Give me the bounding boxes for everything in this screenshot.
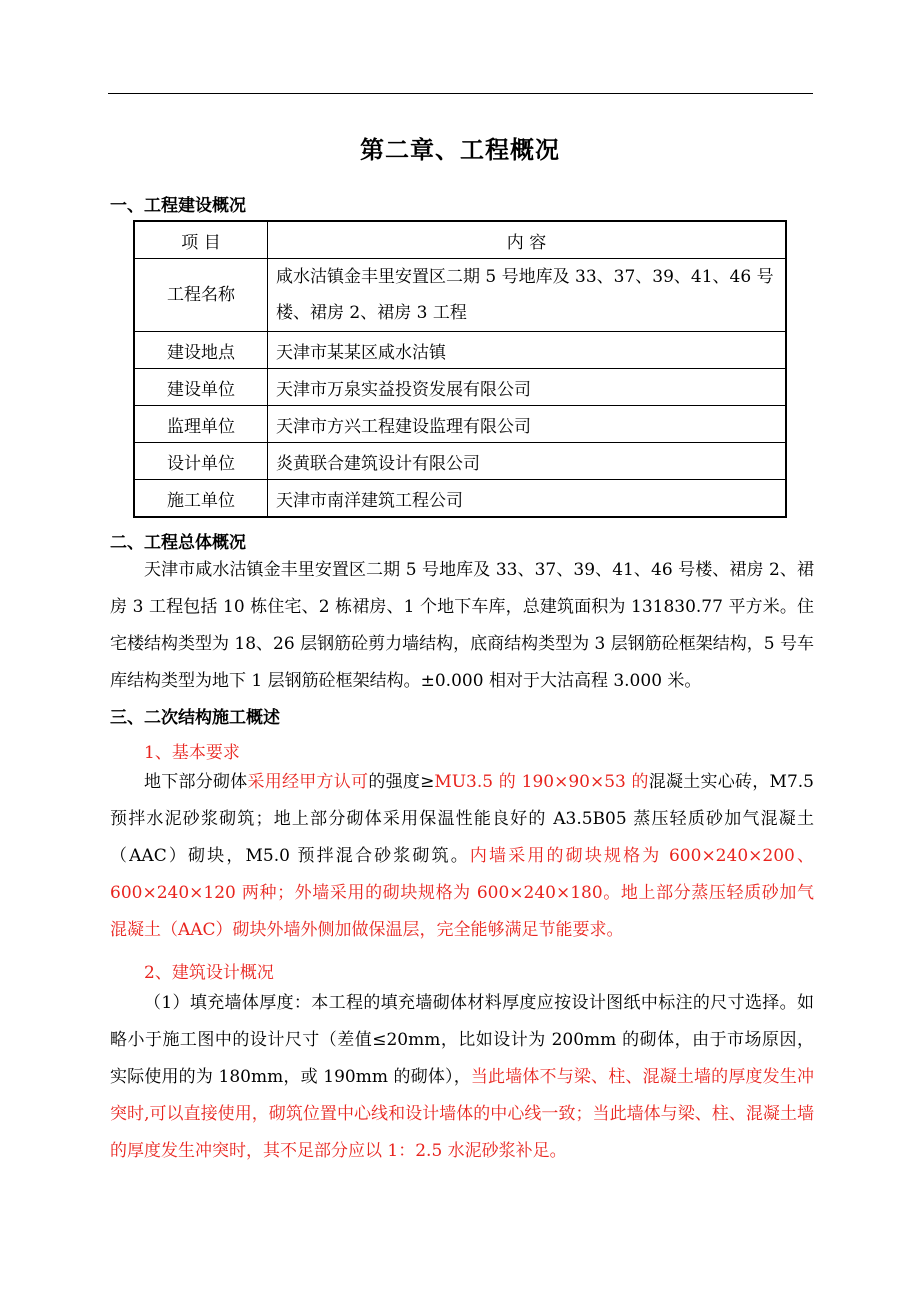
row-label: 建设单位 — [134, 369, 268, 406]
chapter-title: 第二章、工程概况 — [360, 135, 560, 164]
row-value: 天津市方兴工程建设监理有限公司 — [268, 406, 787, 443]
text-run-red: 当此墙体不与梁、柱、混凝土墙的厚度发生冲突时,可以直接使用，砌筑位置中心线和设计墙体的中心线一致；当此墙体与梁、柱、混凝土墙的厚度发生冲突时，其不足部分应以 1：2.5 水泥砂浆补足。 — [110, 1067, 815, 1161]
row-label: 建设地点 — [134, 332, 268, 369]
row-value — [268, 259, 787, 332]
text-run-red: 内墙采用的砌块规格为 600×240×200、600×240×120 两种；外墙采用的砌块规格为 600×240×180。地上部分蒸压轻质砂加气混凝土（AAC）砌块外墙外侧加做保温层，完全能够满足节能要求。 — [110, 846, 814, 940]
section-heading-secondary-structure: 三、二次结构施工概述 — [110, 708, 280, 728]
row-value-line: 咸水沽镇金丰里安置区二期 5 号地库及 33、37、39、41、46 号 — [276, 267, 774, 287]
table-row — [134, 369, 786, 406]
text-run-red: MU3.5 的 190×90×53 的 — [434, 772, 649, 792]
row-value-line: 楼、裙房 2、裙房 3 工程 — [276, 303, 467, 323]
table-row — [134, 259, 786, 332]
section-heading-construction: 一、工程建设概况 — [110, 196, 246, 216]
text-run-red: 采用经甲方认可 — [247, 772, 369, 792]
design-paragraph — [110, 985, 814, 1170]
table-header-row — [134, 221, 786, 259]
text-run: 的强度≥ — [368, 772, 435, 792]
section-heading-overview: 二、工程总体概况 — [110, 533, 246, 553]
text-run: 混凝土实心砖，M7.5 预拌水泥砂浆砌筑；地上部分砌体采用保温性能良好的 A3.5B05 蒸压轻质砂加气混凝土（AAC）砌块，M5.0 预拌混合砂浆砌筑。 — [110, 772, 815, 866]
basic-requirements-paragraph — [110, 764, 814, 949]
overview-paragraph: 天津市咸水沽镇金丰里安置区二期 5 号地库及 33、37、39、41、46 号楼、裙房 2、裙房 3 工程包括 10 栋住宅、2 栋裙房、1 个地下车库，总建筑面积为 131830.77 平方米。住宅楼结构类型为 18、26 层钢筋砼剪力墙结构，底商结构类型为 3 层钢筋砼框架结构，5 号车库结构类型为地下 1 层钢筋砼框架结构。±0.000 相对于大沽高程 3.000 米。 — [110, 560, 814, 691]
row-label: 设计单位 — [134, 443, 268, 480]
table-row — [134, 332, 786, 369]
row-value: 天津市南洋建筑工程公司 — [268, 480, 787, 518]
text-run: 地下部分砌体 — [144, 772, 248, 792]
table-row — [134, 443, 786, 480]
header-item: 项 目 — [134, 221, 268, 259]
row-label: 工程名称 — [134, 259, 268, 332]
project-info-table — [133, 220, 787, 518]
table-row — [134, 480, 786, 518]
text-run: （1）填充墙体厚度：本工程的填充墙砌体材料厚度应按设计图纸中标注的尺寸选择。如略小于施工图中的设计尺寸（差值≤20mm，比如设计为 200mm 的砌体，由于市场原因，实际使用的为 180mm，或 190mm 的砌体）， — [110, 993, 814, 1087]
subheading-architectural-design: 2、建筑设计概况 — [144, 963, 274, 983]
header-content: 内 容 — [268, 221, 787, 259]
row-value: 天津市万泉实益投资发展有限公司 — [268, 369, 787, 406]
subheading-basic-requirements: 1、基本要求 — [144, 743, 240, 763]
header-rule — [108, 93, 813, 94]
table-row — [134, 406, 786, 443]
row-value: 炎黄联合建筑设计有限公司 — [268, 443, 787, 480]
row-label: 监理单位 — [134, 406, 268, 443]
row-value: 天津市某某区咸水沽镇 — [268, 332, 787, 369]
row-label: 施工单位 — [134, 480, 268, 518]
